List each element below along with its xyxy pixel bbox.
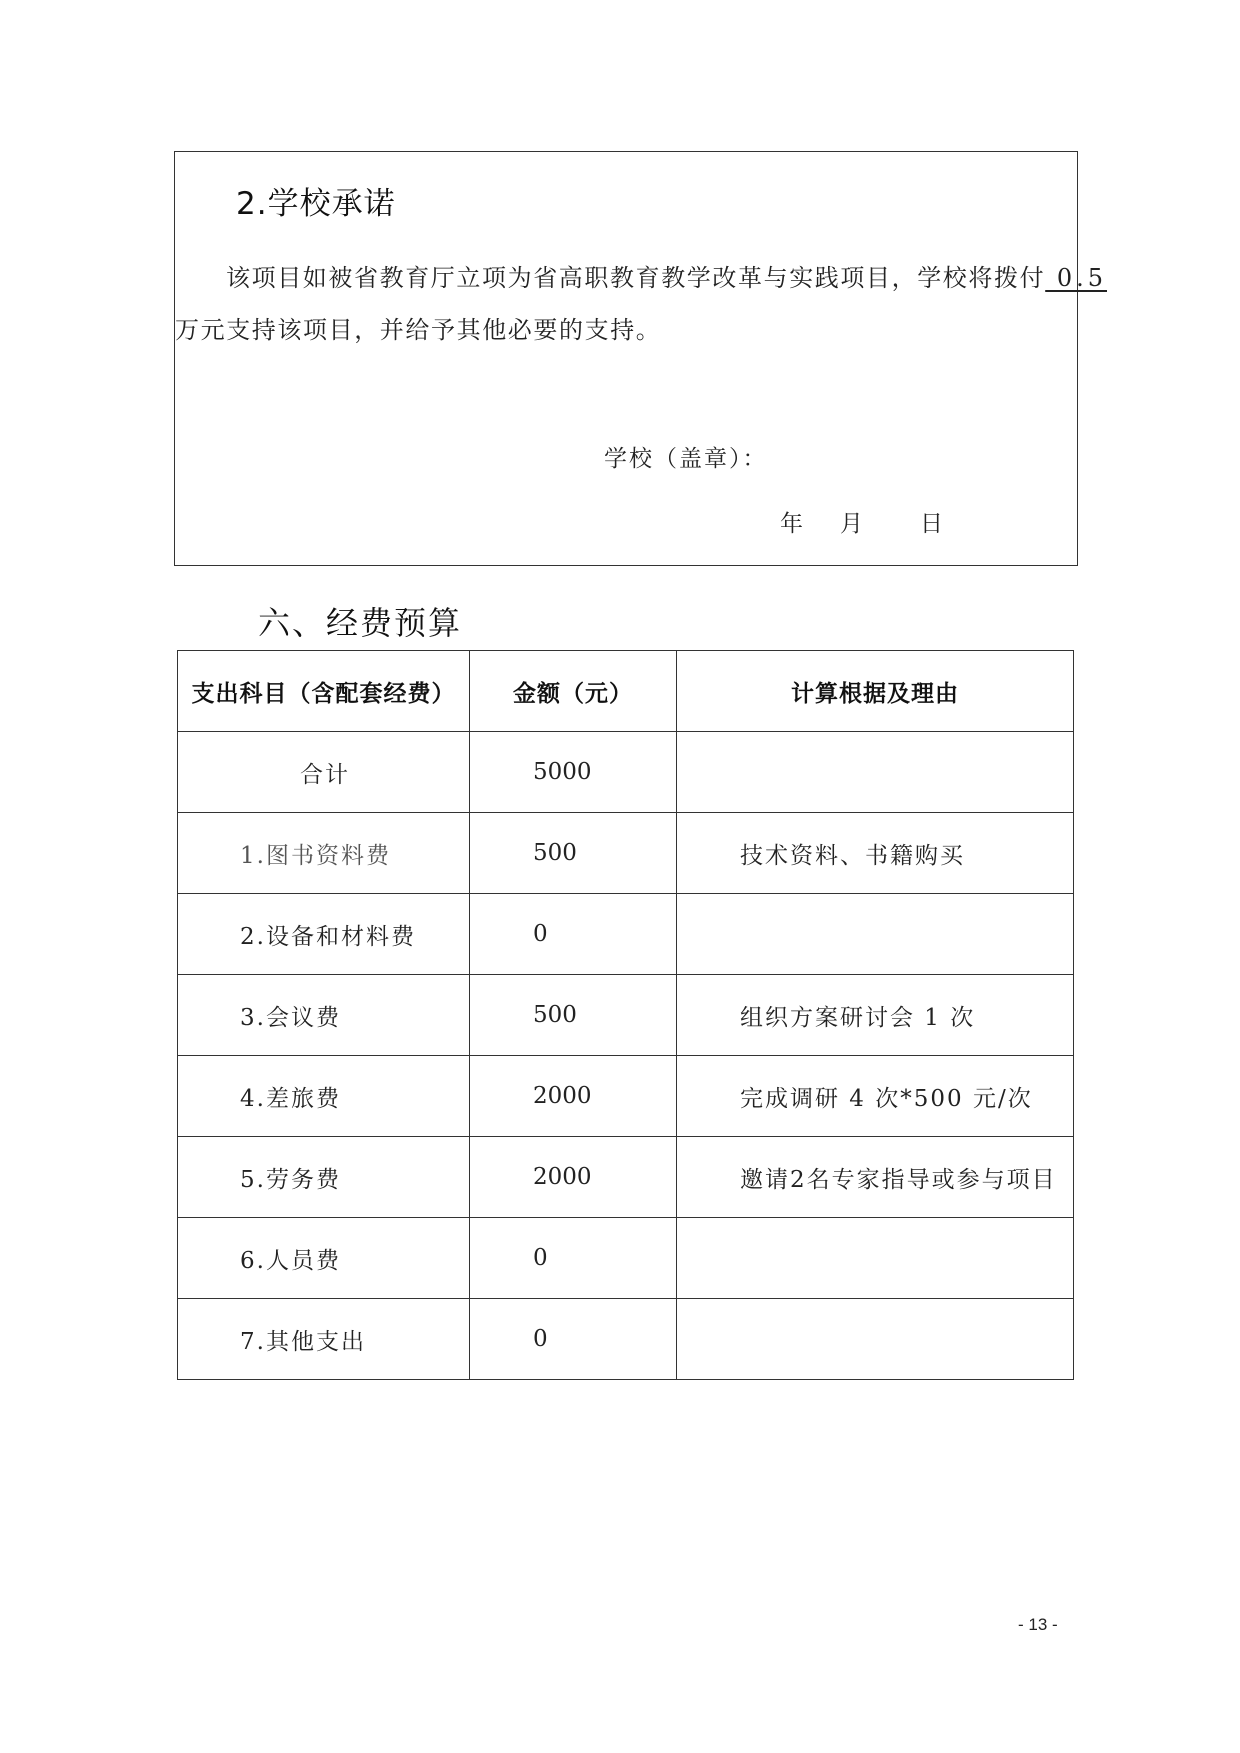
- commitment-text-line-1: [226, 258, 1107, 293]
- header-amount: 金额（元）: [470, 651, 677, 732]
- commitment-text-line-2: 万元支持该项目，并给予其他必要的支持。: [175, 316, 662, 344]
- commitment-amount: 0.5: [1045, 264, 1107, 292]
- page-number: - 13 -: [1018, 1615, 1058, 1634]
- budget-table: [177, 650, 1074, 1380]
- row-amount: 0: [470, 1218, 677, 1299]
- table-row: [178, 1299, 1074, 1380]
- row-reason: 组织方案研讨会 1 次: [677, 975, 1074, 1056]
- table-row: [178, 1137, 1074, 1218]
- row-amount: 0: [470, 894, 677, 975]
- header-reason: 计算根据及理由: [677, 651, 1074, 732]
- table-row: [178, 1056, 1074, 1137]
- row-reason: 完成调研 4 次*500 元/次: [677, 1056, 1074, 1137]
- date-month-label: 月: [840, 511, 863, 537]
- school-seal-label: 学校（盖章）：: [604, 446, 768, 472]
- row-amount: 5000: [470, 732, 677, 813]
- row-reason: [677, 1218, 1074, 1299]
- header-expense-item: 支出科目（含配套经费）: [178, 651, 470, 732]
- row-item: 5.劳务费: [178, 1137, 470, 1218]
- commitment-heading: 2.学校承诺: [236, 186, 396, 222]
- row-reason: [677, 894, 1074, 975]
- row-amount: 2000: [470, 1056, 677, 1137]
- row-item: 4.差旅费: [178, 1056, 470, 1137]
- row-reason: 邀请2名专家指导或参与项目: [677, 1137, 1074, 1218]
- row-reason: 技术资料、书籍购买: [677, 813, 1074, 894]
- row-item: 2.设备和材料费: [178, 894, 470, 975]
- row-item: 6.人员费: [178, 1218, 470, 1299]
- table-header-row: [178, 651, 1074, 732]
- row-item: 1.图书资料费: [178, 813, 470, 894]
- row-amount: 500: [470, 813, 677, 894]
- row-item: 7.其他支出: [178, 1299, 470, 1380]
- row-reason: [677, 1299, 1074, 1380]
- table-row: [178, 1218, 1074, 1299]
- table-row: [178, 975, 1074, 1056]
- commitment-text: 该项目如被省教育厅立项为省高职教育教学改革与实践项目，学校将拨付: [226, 264, 1046, 292]
- date-year-label: 年: [780, 511, 803, 537]
- row-item: 合计: [178, 732, 470, 813]
- row-reason: [677, 732, 1074, 813]
- row-amount: 0: [470, 1299, 677, 1380]
- date-day-label: 日: [920, 511, 943, 537]
- row-item: 3.会议费: [178, 975, 470, 1056]
- table-row: [178, 813, 1074, 894]
- section-title: 六、经费预算: [258, 604, 463, 642]
- table-row: [178, 732, 1074, 813]
- row-amount: 500: [470, 975, 677, 1056]
- table-row: [178, 894, 1074, 975]
- row-amount: 2000: [470, 1137, 677, 1218]
